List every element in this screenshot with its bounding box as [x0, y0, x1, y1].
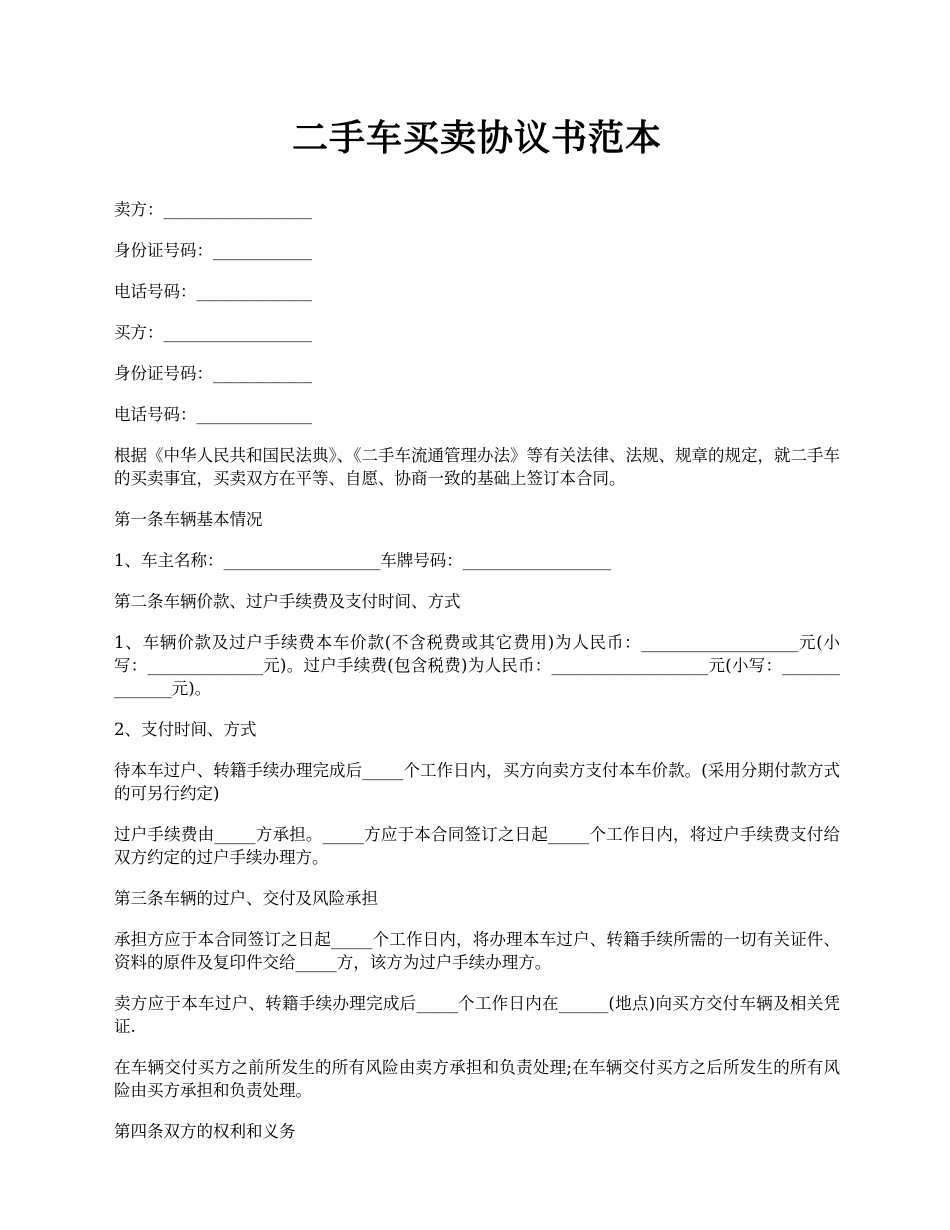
- preamble-paragraph: 根据《中华人民共和国民法典》、《二手车流通管理办法》等有关法律、法规、规章的规定，就二手车的买卖事宜，买卖双方在平等、自愿、协商一致的基础上签订本合同。: [114, 446, 840, 488]
- seller-id-field: 身份证号码：____________: [114, 241, 312, 260]
- article-3-heading: 第三条车辆的过户、交付及风险承担: [114, 889, 378, 908]
- article-1-item-1: 1、车主名称：___________________车牌号码：__________________: [114, 551, 612, 570]
- article-1-heading: 第一条车辆基本情况: [114, 510, 263, 529]
- article-4-heading: 第四条双方的权利和义务: [114, 1122, 296, 1141]
- transfer-fee-paragraph: 过户手续费由_____方承担。_____方应于本合同签订之日起_____个工作日内，将过户手续费支付给双方约定的过户手续办理方。: [114, 825, 840, 867]
- seller-phone-field: 电话号码：______________: [114, 282, 312, 301]
- buyer-id-field: 身份证号码：____________: [114, 364, 312, 383]
- article-2-item-2: 2、支付时间、方式: [114, 720, 257, 739]
- delivery-paragraph: 卖方应于本车过户、转籍手续办理完成后_____个工作日内在______(地点)向买方交付车辆及相关凭证.: [114, 994, 840, 1036]
- buyer-field: 买方：__________________: [114, 323, 312, 342]
- payment-paragraph: 待本车过户、转籍手续办理完成后_____个工作日内，买方向卖方支付本车价款。(采用分期付款方式的可另行约定): [114, 761, 840, 803]
- document-title: 二手车买卖协议书范本: [291, 117, 662, 159]
- document-page: [114, 108, 840, 1161]
- risk-paragraph: 在车辆交付买方之前所发生的所有风险由卖方承担和负责处理;在车辆交付买方之后所发生的所有风险由买方承担和负责处理。: [114, 1058, 840, 1100]
- article-2-heading: 第二条车辆价款、过户手续费及支付时间、方式: [114, 592, 461, 611]
- article-2-item-1: 1、车辆价款及过户手续费本车价款(不含税费或其它费用)为人民币：___________________元(小写：______________元)。过户手续费(包含税费)为人民币：___________________元(小写：______________元)。: [114, 633, 840, 698]
- documents-paragraph: 承担方应于本合同签订之日起_____个工作日内，将办理本车过户、转籍手续所需的一切有关证件、资料的原件及复印件交给_____方，该方为过户手续办理方。: [114, 930, 840, 972]
- buyer-phone-field: 电话号码：______________: [114, 405, 312, 424]
- seller-field: 卖方：__________________: [114, 200, 312, 219]
